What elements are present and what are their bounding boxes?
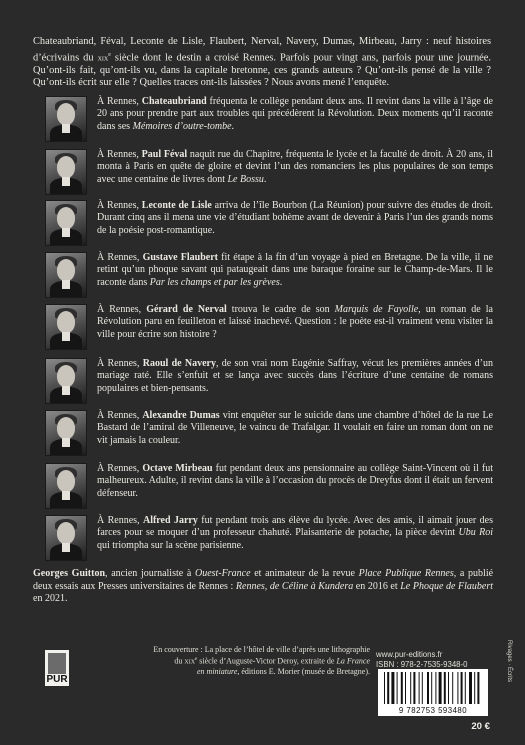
author-portrait [45,304,87,350]
author-portrait [45,252,87,298]
author-entry [45,149,495,197]
author-bio: Georges Guitton, ancien journaliste à Ouest-France et animateur de la revue Place Publique Rennes, a publié deux essais aux Presses universitaires de Rennes : Rennes, de Céline à Kundera en 2016 et Le Phoque de Flaubert en 2021. [33,568,494,605]
author-entry-text: À Rennes, Gustave Flaubert fit étape à la fin d’un voyage à pied en Bretagne. De la ville, il ne retint qu’un phoque savant qui pataugeait dans une baraque foraine sur le Champ-de-Mars. Il le raconte dans Par les champs et par les grèves. [97,252,493,288]
author-portrait [45,96,87,142]
isbn: ISBN : 978-2-7535-9348-0 [376,660,468,669]
author-entry-text: À Rennes, Raoul de Navery, de son vrai nom Eugénie Saffray, vécut les premières années d’un mariage raté. Elle s’enfuit et se lança avec succès dans l’écriture d’une centaine de romans populaires et bien-pensants. [97,358,493,394]
author-entry-text: À Rennes, Octave Mirbeau fut pendant deux ans pensionnaire au collège Saint-Vincent où il fut malheureux. Adulte, il revint dans la ville à l’occasion du procès de Dreyfus dont il était un fervent défenseur. [97,463,493,499]
author-portrait [45,410,87,456]
author-portrait [45,463,87,509]
author-portrait [45,358,87,404]
author-entry [45,304,495,352]
intro-paragraph: Chateaubriand, Féval, Leconte de Lisle, Flaubert, Nerval, Navery, Dumas, Mirbeau, Jarry : neuf histoires d’écrivains du xix$^e$ siècle dont le destin a croisé Rennes. Parfois pour vingt ans, parfois pour une journée. Qu’ont-ils fait, qu’ont-ils vu, dans la capitale bretonne, ces grands auteurs ? Qu’ont-ils pensé de la ville ? Qu’ont-ils écrit sur elle ? Quelles traces ont-ils laissées ? Nous avons mené l’enquête. [33,36,491,89]
author-portrait [45,515,87,561]
author-entry-text: À Rennes, Alexandre Dumas vint enquêter sur le suicide dans une chambre d’hôtel de la rue Le Bastard de l’amiral de Villeneuve, le vaincu de Trafalgar. Il voulait en faire un roman dont on ne vit jamais la couleur. [97,410,493,446]
author-entry [45,515,495,563]
publisher-info [376,650,486,670]
spine-imprint: Rivages · Écrits [506,640,512,683]
author-portrait [45,149,87,195]
author-entry-text: À Rennes, Leconte de Lisle arriva de l’île Bourbon (La Réunion) pour suivre des études de droit. Durant cinq ans il mena une vie d’étudiant bohème avant de devenir à Paris l’un des grands noms de la poésie post-romantique. [97,200,493,236]
author-entry [45,96,495,144]
author-entry-text: À Rennes, Paul Féval naquit rue du Chapitre, fréquenta le lycée et la faculté de droit. À 20 ans, il monta à Paris en quête de gloire et devint l’un des romanciers les plus populaires de son temps avec une centaine de livres dont Le Bossu. [97,149,493,185]
barcode-digits: 9 782753 593480 [378,706,488,716]
website-link[interactable]: www.pur-editions.fr [376,650,443,659]
author-entry [45,200,495,248]
author-entry [45,410,495,458]
cover-caption: En couverture : La place de l’hôtel de ville d’après une lithographie du xix$^e$ siècle d’Auguste-Victor Deroy, extraite de La France en miniature, éditions E. Morier (musée de Bretagne). [153,645,370,677]
author-portrait [45,200,87,246]
author-entry-text: À Rennes, Alfred Jarry fut pendant trois ans élève du lycée. Avec des amis, il aimait jouer des farces pour se moquer d’un professeur chahuté. Plaisanterie de potache, la pièce devint Ubu Roi qui triompha sur la scène parisienne. [97,515,493,551]
author-entry [45,252,495,300]
author-entry-text: À Rennes, Chateaubriand fréquenta le collège pendant deux ans. Il revint dans la ville à l’âge de 20 ans pour prendre part aux troubles qui précédèrent la Révolution. Deux moments qu’il raconte dans ses Mémoires d’outre-tombe. [97,96,493,132]
publisher-logo: PUR [45,650,69,686]
author-entry [45,463,495,511]
author-entry [45,358,495,406]
price: 20 € [471,721,490,732]
author-entry-text: À Rennes, Gérard de Nerval trouva le cadre de son Marquis de Fayolle, un roman de la Révolution paru en feuilleton et laissé inachevé. Question : le poète est-il vraiment venu visiter la ville pour écrire son histoire ? [97,304,493,340]
